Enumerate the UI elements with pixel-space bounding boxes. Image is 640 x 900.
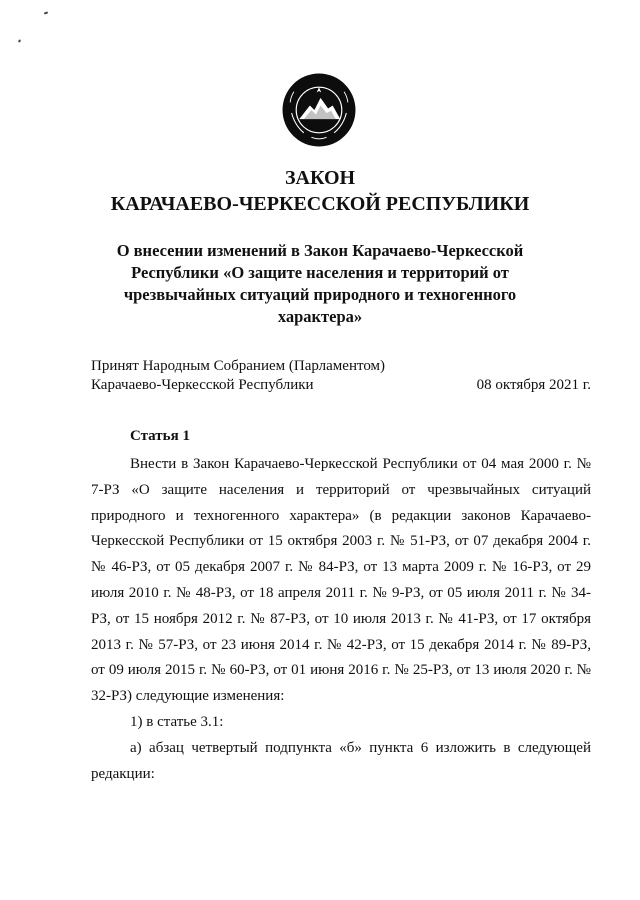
adoption-block — [91, 357, 591, 395]
adoption-line2: Карачаево-Черкесской Республики — [91, 377, 314, 393]
scan-mark — [44, 11, 48, 14]
law-subtitle: О внесении изменений в Закон Карачаево-Черкесской Республики «О защите населения и территорий от чрезвычайных ситуаций природного и техногенного характера» — [116, 241, 524, 326]
article-subitem: а) абзац четвертый подпункта «б» пункта 6 изложить в следующей редакции: — [91, 739, 591, 782]
article-heading: Статья 1 — [130, 428, 190, 444]
law-title — [0, 165, 640, 217]
law-title-line2: КАРАЧАЕВО-ЧЕРКЕССКОЙ РЕСПУБЛИКИ — [110, 193, 530, 215]
republic-coat-of-arms-icon — [281, 72, 357, 148]
article-body — [91, 452, 591, 787]
article-paragraph: Внести в Закон Карачаево-Черкесской Республики от 04 мая 2000 г. № 7-РЗ «О защите населения и территорий от чрезвычайных ситуаций природного и техногенного характера» (в редакции законов Карачаево-Черкесской Республики от 15 октября 2003 г. № 51-РЗ, от 07 декабря 2004 г. № 46-РЗ, от 05 декабря 2007 г. № 84-РЗ, от 13 марта 2009 г. № 16-РЗ, от 29 июля 2010 г. № 48-РЗ, от 18 апреля 2011 г. № 9-РЗ, от 05 июля 2011 г. № 34-РЗ, от 15 ноября 2012 г. № 87-РЗ, от 10 июля 2013 г. № 41-РЗ, от 17 октября 2013 г. № 57-РЗ, от 23 июня 2014 г. № 42-РЗ, от 15 декабря 2014 г. № 89-РЗ, от 09 июля 2015 г. № 60-РЗ, от 01 июня 2016 г. № 25-РЗ, от 13 июля 2020 г. № 32-РЗ) следующие изменения: — [91, 456, 591, 705]
law-title-line1: ЗАКОН — [284, 167, 356, 189]
adoption-line1: Принят Народным Собранием (Парламентом) — [91, 358, 386, 374]
adoption-date: 08 октября 2021 г. — [476, 377, 591, 393]
scan-mark — [18, 39, 21, 43]
article-item: 1) в статье 3.1: — [130, 713, 224, 730]
